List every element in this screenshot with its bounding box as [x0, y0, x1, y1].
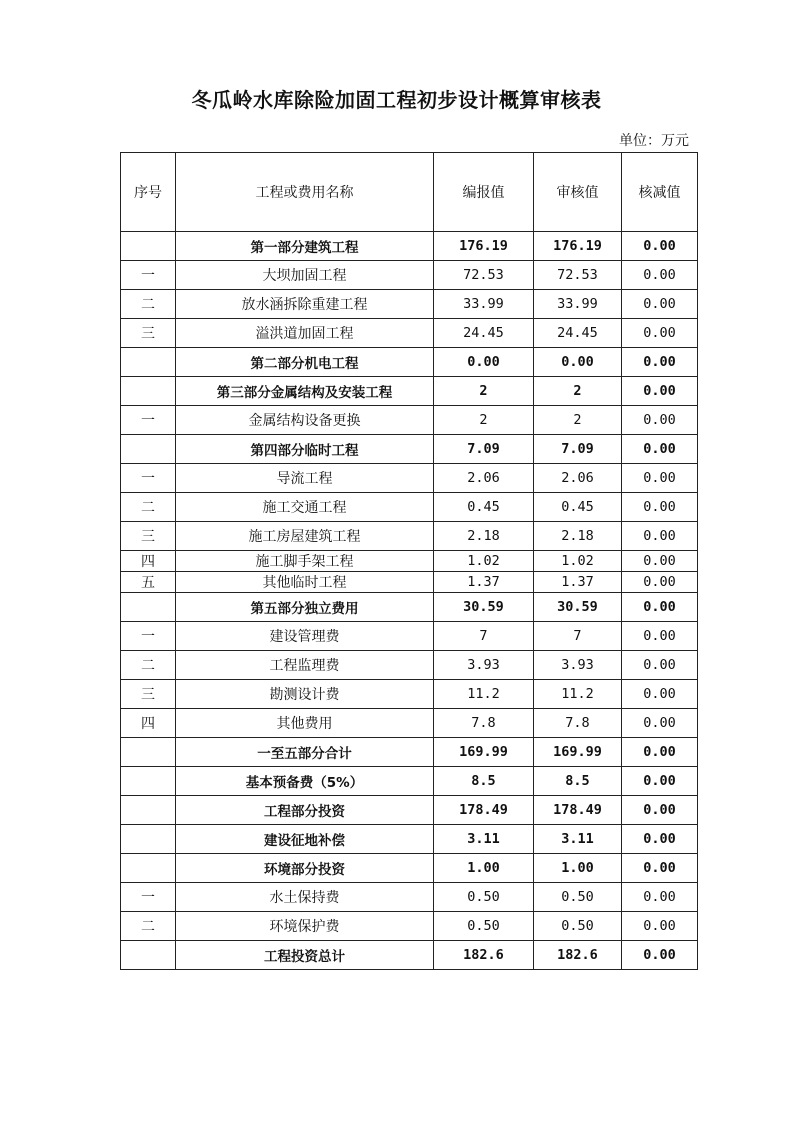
row-name-cell: 其他临时工程: [176, 572, 434, 593]
row-index-cell: 二: [121, 493, 176, 522]
unit-label: 单位：万元: [619, 133, 689, 149]
row-reduction-cell: 0.00: [622, 767, 698, 796]
row-name-cell: 一至五部分合计: [176, 738, 434, 767]
row-index-cell: 三: [121, 522, 176, 551]
row-index-cell: 二: [121, 290, 176, 319]
row-name-cell: 大坝加固工程: [176, 261, 434, 290]
row-index-cell: 一: [121, 406, 176, 435]
row-audited-cell: 2.18: [534, 522, 622, 551]
table-row: [121, 464, 698, 493]
row-reported-cell: 0.45: [434, 493, 534, 522]
row-reported-cell: 2: [434, 406, 534, 435]
row-name-cell: 建设管理费: [176, 622, 434, 651]
row-index-cell: [121, 435, 176, 464]
table-row: [121, 319, 698, 348]
row-audited-cell: 3.93: [534, 651, 622, 680]
row-index-cell: 二: [121, 651, 176, 680]
row-reported-cell: 8.5: [434, 767, 534, 796]
row-index-cell: [121, 796, 176, 825]
row-index-cell: 二: [121, 912, 176, 941]
row-name-cell: 第五部分独立费用: [176, 593, 434, 622]
row-audited-cell: 1.02: [534, 551, 622, 572]
row-reduction-cell: 0.00: [622, 680, 698, 709]
row-audited-cell: 7.09: [534, 435, 622, 464]
table-row: [121, 912, 698, 941]
row-name-cell: 工程监理费: [176, 651, 434, 680]
table-row: [121, 767, 698, 796]
row-audited-cell: 3.11: [534, 825, 622, 854]
row-reduction-cell: 0.00: [622, 941, 698, 970]
table-row: [121, 261, 698, 290]
row-reduction-cell: 0.00: [622, 406, 698, 435]
row-name-cell: 施工房屋建筑工程: [176, 522, 434, 551]
row-audited-cell: 7: [534, 622, 622, 651]
table-row: [121, 854, 698, 883]
row-audited-cell: 2.06: [534, 464, 622, 493]
row-reported-cell: 30.59: [434, 593, 534, 622]
row-name-cell: 放水涵拆除重建工程: [176, 290, 434, 319]
row-reported-cell: 0.00: [434, 348, 534, 377]
row-name-cell: 第四部分临时工程: [176, 435, 434, 464]
row-audited-cell: 1.37: [534, 572, 622, 593]
row-reported-cell: 178.49: [434, 796, 534, 825]
row-name-cell: 环境部分投资: [176, 854, 434, 883]
table-row: [121, 493, 698, 522]
table-row: [121, 522, 698, 551]
row-reduction-cell: 0.00: [622, 348, 698, 377]
row-reported-cell: 72.53: [434, 261, 534, 290]
row-reduction-cell: 0.00: [622, 290, 698, 319]
row-reported-cell: 1.00: [434, 854, 534, 883]
table-row: [121, 941, 698, 970]
row-audited-cell: 169.99: [534, 738, 622, 767]
row-reported-cell: 33.99: [434, 290, 534, 319]
row-audited-cell: 8.5: [534, 767, 622, 796]
row-name-cell: 水土保持费: [176, 883, 434, 912]
page-title: 冬瓜岭水库除险加固工程初步设计概算审核表: [191, 88, 602, 112]
table-row: [121, 232, 698, 261]
row-index-cell: 一: [121, 261, 176, 290]
row-name-cell: 溢洪道加固工程: [176, 319, 434, 348]
row-index-cell: [121, 738, 176, 767]
row-index-cell: [121, 593, 176, 622]
row-audited-cell: 0.45: [534, 493, 622, 522]
row-reported-cell: 0.50: [434, 883, 534, 912]
row-index-cell: 三: [121, 680, 176, 709]
row-reported-cell: 7.8: [434, 709, 534, 738]
table-row: [121, 738, 698, 767]
header-name: 工程或费用名称: [176, 153, 434, 232]
row-audited-cell: 11.2: [534, 680, 622, 709]
row-reported-cell: 1.02: [434, 551, 534, 572]
table-row: [121, 348, 698, 377]
row-reported-cell: 2.18: [434, 522, 534, 551]
row-name-cell: 施工交通工程: [176, 493, 434, 522]
row-audited-cell: 30.59: [534, 593, 622, 622]
row-name-cell: 第三部分金属结构及安装工程: [176, 377, 434, 406]
row-reported-cell: 7: [434, 622, 534, 651]
row-audited-cell: 33.99: [534, 290, 622, 319]
row-reduction-cell: 0.00: [622, 622, 698, 651]
row-index-cell: [121, 232, 176, 261]
row-reported-cell: 3.93: [434, 651, 534, 680]
row-audited-cell: 72.53: [534, 261, 622, 290]
row-name-cell: 第二部分机电工程: [176, 348, 434, 377]
table-row: [121, 651, 698, 680]
table-row: [121, 377, 698, 406]
row-reduction-cell: 0.00: [622, 493, 698, 522]
row-reduction-cell: 0.00: [622, 912, 698, 941]
row-audited-cell: 24.45: [534, 319, 622, 348]
header-audited: 审核值: [534, 153, 622, 232]
row-reported-cell: 3.11: [434, 825, 534, 854]
row-reported-cell: 169.99: [434, 738, 534, 767]
row-index-cell: [121, 377, 176, 406]
table-row: [121, 796, 698, 825]
row-audited-cell: 182.6: [534, 941, 622, 970]
row-reported-cell: 2.06: [434, 464, 534, 493]
row-reported-cell: 1.37: [434, 572, 534, 593]
row-reduction-cell: 0.00: [622, 435, 698, 464]
row-name-cell: 勘测设计费: [176, 680, 434, 709]
row-audited-cell: 176.19: [534, 232, 622, 261]
row-name-cell: 基本预备费（5%）: [176, 767, 434, 796]
table-header-row: [121, 153, 698, 232]
table-row: [121, 593, 698, 622]
row-audited-cell: 0.50: [534, 883, 622, 912]
row-name-cell: 第一部分建筑工程: [176, 232, 434, 261]
table-row: [121, 435, 698, 464]
row-name-cell: 导流工程: [176, 464, 434, 493]
row-name-cell: 建设征地补偿: [176, 825, 434, 854]
budget-review-table: [120, 152, 698, 970]
row-index-cell: 三: [121, 319, 176, 348]
row-reduction-cell: 0.00: [622, 825, 698, 854]
row-reported-cell: 176.19: [434, 232, 534, 261]
row-audited-cell: 1.00: [534, 854, 622, 883]
row-index-cell: 一: [121, 464, 176, 493]
row-reduction-cell: 0.00: [622, 651, 698, 680]
table-row: [121, 622, 698, 651]
row-index-cell: 四: [121, 551, 176, 572]
row-reported-cell: 7.09: [434, 435, 534, 464]
row-index-cell: 四: [121, 709, 176, 738]
row-audited-cell: 178.49: [534, 796, 622, 825]
row-reduction-cell: 0.00: [622, 738, 698, 767]
row-audited-cell: 2: [534, 406, 622, 435]
row-reduction-cell: 0.00: [622, 709, 698, 738]
table-row: [121, 551, 698, 572]
table-row: [121, 680, 698, 709]
row-reduction-cell: 0.00: [622, 261, 698, 290]
header-reduction: 核减值: [622, 153, 698, 232]
row-name-cell: 其他费用: [176, 709, 434, 738]
row-index-cell: [121, 348, 176, 377]
row-name-cell: 施工脚手架工程: [176, 551, 434, 572]
header-reported: 编报值: [434, 153, 534, 232]
table-row: [121, 572, 698, 593]
row-reduction-cell: 0.00: [622, 522, 698, 551]
row-audited-cell: 7.8: [534, 709, 622, 738]
row-reported-cell: 182.6: [434, 941, 534, 970]
row-index-cell: [121, 941, 176, 970]
row-reported-cell: 11.2: [434, 680, 534, 709]
table-row: [121, 406, 698, 435]
row-name-cell: 工程部分投资: [176, 796, 434, 825]
row-reported-cell: 0.50: [434, 912, 534, 941]
row-audited-cell: 2: [534, 377, 622, 406]
row-index-cell: 一: [121, 883, 176, 912]
row-name-cell: 金属结构设备更换: [176, 406, 434, 435]
row-reduction-cell: 0.00: [622, 593, 698, 622]
row-reduction-cell: 0.00: [622, 883, 698, 912]
table-body: [121, 232, 698, 970]
row-reduction-cell: 0.00: [622, 377, 698, 406]
row-reduction-cell: 0.00: [622, 572, 698, 593]
row-reported-cell: 2: [434, 377, 534, 406]
row-reduction-cell: 0.00: [622, 551, 698, 572]
table-row: [121, 290, 698, 319]
row-reduction-cell: 0.00: [622, 319, 698, 348]
row-index-cell: [121, 825, 176, 854]
row-index-cell: [121, 767, 176, 796]
table-row: [121, 825, 698, 854]
table-row: [121, 883, 698, 912]
row-reported-cell: 24.45: [434, 319, 534, 348]
row-index-cell: 一: [121, 622, 176, 651]
row-reduction-cell: 0.00: [622, 796, 698, 825]
row-audited-cell: 0.00: [534, 348, 622, 377]
row-name-cell: 工程投资总计: [176, 941, 434, 970]
row-audited-cell: 0.50: [534, 912, 622, 941]
row-reduction-cell: 0.00: [622, 854, 698, 883]
table-row: [121, 709, 698, 738]
row-name-cell: 环境保护费: [176, 912, 434, 941]
row-index-cell: 五: [121, 572, 176, 593]
row-reduction-cell: 0.00: [622, 232, 698, 261]
row-index-cell: [121, 854, 176, 883]
header-index: 序号: [121, 153, 176, 232]
row-reduction-cell: 0.00: [622, 464, 698, 493]
